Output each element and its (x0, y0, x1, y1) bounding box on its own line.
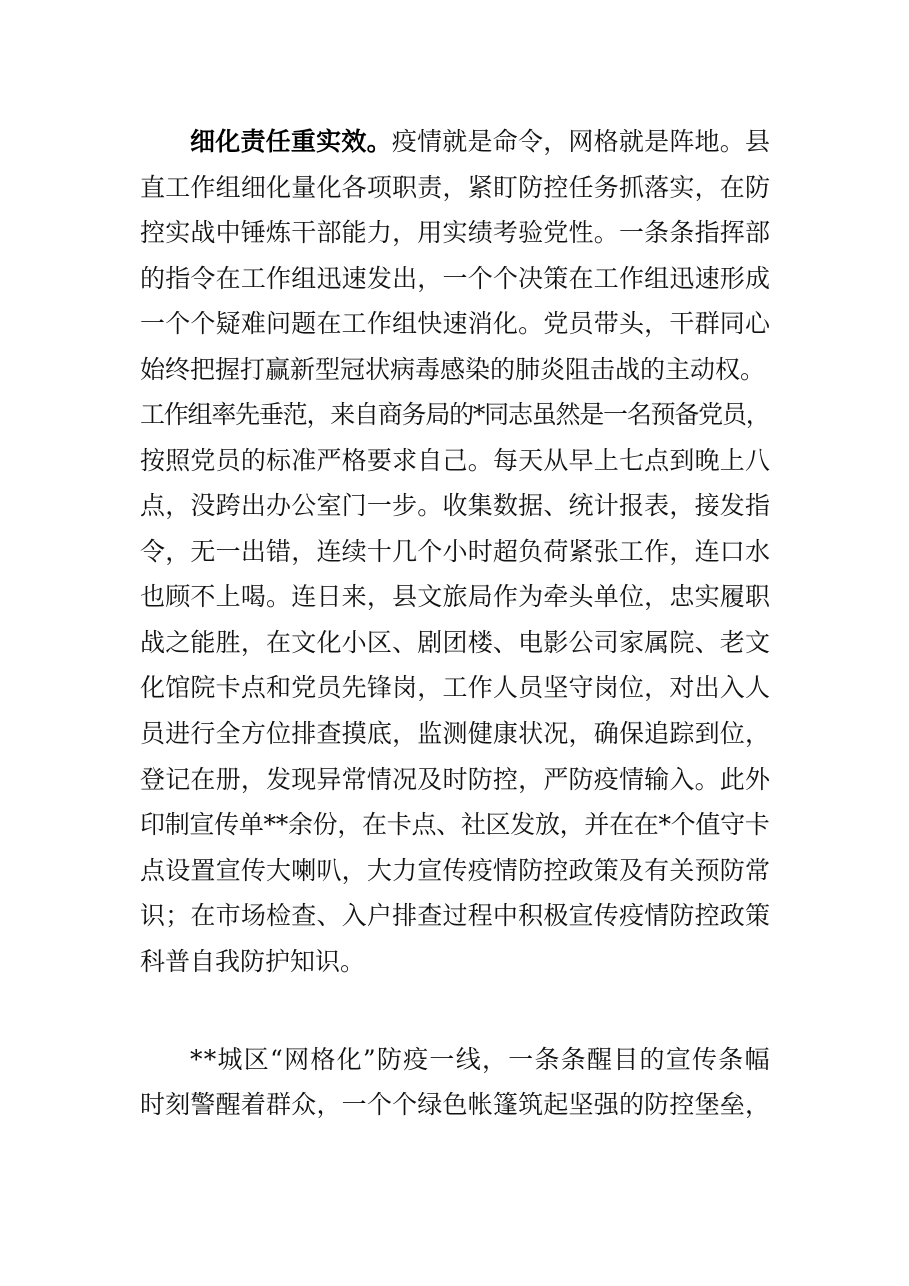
paragraph-1-line-19: 科普自我防护知识。 (140, 947, 366, 976)
paragraph-1-line-6: 始终把握打赢新型冠状病毒感染的肺炎阻击战的主动权。 (140, 355, 766, 384)
paragraph-1-line-1 (190, 122, 770, 162)
paragraph-1-line-7: 工作组率先垂范，来自商务局的*同志虽然是一名预备党员， (140, 400, 770, 429)
paragraph-1-line-15: 登记在册，发现异常情况及时防控，严防疫情输入。此外 (140, 765, 771, 794)
paragraph-1-line-5: 一个个疑难问题在工作组快速消化。党员带头，干群同心 (140, 309, 771, 338)
paragraph-1-line-12: 战之能胜，在文化小区、剧团楼、电影公司家属院、老文 (140, 628, 771, 657)
paragraph-1-line-16: 印制宣传单**余份，在卡点、社区发放，并在在*个值守卡 (140, 810, 770, 839)
paragraph-1-line-8: 按照党员的标准严格要求自己。每天从早上七点到晚上八 (140, 446, 771, 475)
paragraph-1-line-13: 化馆院卡点和党员先锋岗，工作人员坚守岗位，对出入人 (140, 673, 771, 702)
paragraph-1-line-2: 直工作组细化量化各项职责，紧盯防控任务抓落实，在防 (140, 173, 771, 202)
paragraph-2-line-1: **城区“网格化”防疫一线，一条条醒目的宣传条幅 (190, 1045, 771, 1074)
paragraph-2-line-2: 时刻警醒着群众，一个个绿色帐篷筑起坚强的防控堡垒， (140, 1090, 771, 1119)
paragraph-1-line-14: 员进行全方位排查摸底，监测健康状况，确保追踪到位， (140, 719, 771, 748)
paragraph-1-line-11: 也顾不上喝。连日来，县文旅局作为牵头单位，忠实履职 (140, 582, 771, 611)
paragraph-1-line-17: 点设置宣传大喇叭，大力宣传疫情防控政策及有关预防常 (140, 856, 771, 885)
paragraph-1-line-10: 令，无一出错，连续十几个小时超负荷紧张工作，连口水 (140, 537, 771, 566)
paragraph-1-line-4: 的指令在工作组迅速发出，一个个决策在工作组迅速形成 (140, 264, 771, 293)
paragraph-1-line-3: 控实战中锤炼干部能力，用实绩考验党性。一条条指挥部 (140, 218, 771, 247)
paragraph-1-line-9: 点，没跨出办公室门一步。收集数据、统计报表，接发指 (140, 491, 771, 520)
paragraph-1-line-18: 识；在市场检查、入户排查过程中积极宣传疫情防控政策 (140, 901, 771, 930)
lead-heading: 细化责任重实效。 (190, 127, 392, 156)
line-text: 疫情就是命令，网格就是阵地。县 (391, 127, 771, 156)
